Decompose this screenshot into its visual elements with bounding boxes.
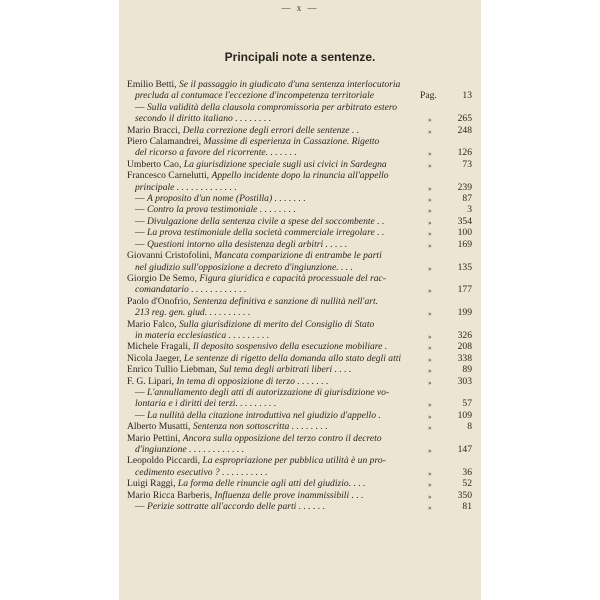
entry-title: Ancora sulla opposizione del terzo contro il decreto	[182, 432, 382, 444]
entry-author: Michele Fragali,	[127, 341, 191, 353]
entry-title-continued: del ricorso a favore del ricorrente. . . . . . .	[135, 147, 297, 159]
ditto-mark: »	[428, 150, 432, 159]
entry-title-continued: nel giudizio sull'opposizione a decreto d'ingiunzione. . . .	[135, 261, 353, 273]
entry-author: Giovanni Cristofolini,	[127, 250, 212, 262]
entry-author: Mario Ricca Barberis,	[127, 489, 212, 501]
page-value: 199	[457, 307, 472, 319]
entry-title: Sulla validità della clausola compromissoria per arbitrato estero	[147, 101, 398, 113]
list-item	[127, 102, 472, 125]
entry-title: Mancata comparizione di entrambe le parti	[214, 250, 382, 262]
entry-title-continued: secondo il diritto italiano . . . . . . . .	[135, 113, 272, 125]
page-value: 89	[462, 364, 472, 376]
entry-title: La nullità della citazione introduttiva nel giudizio d'appello .	[147, 409, 381, 421]
list-item	[127, 353, 472, 364]
repeat-author-dash: —	[135, 409, 145, 421]
entry-author: Francesco Carnelutti,	[127, 170, 210, 182]
entry-author: Mario Falco,	[127, 318, 177, 330]
entry-title: Questioni intorno alla desistenza degli arbitri . . . . .	[147, 238, 348, 250]
ditto-mark: »	[428, 367, 432, 376]
entry-page	[420, 478, 472, 489]
entry-title: La giurisdizione speciale sugli usi civici in Sardegna	[183, 158, 387, 170]
page-value: 109	[457, 409, 472, 421]
list-item	[127, 319, 472, 342]
page-prefix: Pag.	[420, 90, 437, 102]
list-item	[127, 204, 472, 215]
page-value: 13	[462, 90, 472, 102]
entry-title-continued: comandatario . . . . . . . . . . . .	[135, 284, 247, 296]
entry-title-continued: cedimento esecutivo ? . . . . . . . . . .	[135, 466, 268, 478]
ditto-mark: »	[428, 401, 432, 410]
ditto-mark: »	[428, 424, 432, 433]
page-value: 326	[457, 329, 472, 341]
entry-title: Divulgazione della sentenza civile a spese del soccombente . .	[147, 215, 385, 227]
list-item	[127, 79, 472, 102]
entry-title: Sentenza definitiva e sanzione di nullità nell'art.	[192, 295, 379, 307]
entry-page	[420, 113, 472, 124]
list-item	[127, 296, 472, 319]
entry-title-continued: 213 reg. gen. giud. . . . . . . . . .	[135, 307, 251, 319]
page-value: 239	[457, 181, 472, 193]
entry-page	[420, 501, 472, 512]
entry-author: Leopoldo Piccardi,	[127, 455, 200, 467]
page-number: — x —	[281, 3, 319, 13]
entry-author: Luigi Raggi,	[127, 478, 176, 490]
entry-author: Alberto Musatti,	[127, 421, 191, 433]
entry-author: Piero Calamandrei,	[127, 136, 202, 148]
entry-page	[420, 227, 472, 238]
entry-page	[420, 216, 472, 227]
entry-page	[420, 182, 472, 193]
ditto-mark: »	[428, 241, 432, 250]
entry-author: Mario Bracci,	[127, 124, 181, 136]
entry-title: Influenza delle prove inammissibili . . .	[214, 489, 364, 501]
ditto-mark: »	[428, 116, 432, 125]
entry-title: Figura giuridica e capacità processuale del rac-	[199, 272, 386, 284]
entry-title: Le sentenze di rigetto della domanda allo stato degli atti	[183, 352, 402, 364]
entry-title-continued: precluda al contumace l'eccezione d'incompetenza territoriale	[135, 90, 374, 102]
entry-title: L'annullamento degli atti di autorizzazione di giurisdizione vo-	[147, 386, 390, 398]
page-value: 208	[457, 341, 472, 353]
ditto-mark: »	[428, 230, 432, 239]
entry-page	[420, 467, 472, 478]
ditto-mark: »	[428, 196, 432, 205]
list-item	[127, 455, 472, 478]
entry-author: Nicola Jaeger,	[127, 352, 182, 364]
repeat-author-dash: —	[135, 193, 145, 205]
page-value: 303	[457, 375, 472, 387]
repeat-author-dash: —	[135, 215, 145, 227]
page-value: 126	[457, 147, 472, 159]
document-page	[119, 0, 481, 600]
entry-page	[420, 147, 472, 158]
ditto-mark: »	[428, 161, 432, 170]
page-value: 177	[457, 284, 472, 296]
entry-title: In tema di opposizione di terzo . . . . . . .	[176, 375, 329, 387]
page-value: 169	[457, 238, 472, 250]
entry-title: Perizie sottratte all'accordo delle parti . . . . . .	[147, 501, 326, 513]
page-value: 350	[457, 489, 472, 501]
entry-page	[420, 490, 472, 501]
page-value: 8	[467, 421, 472, 433]
entry-title: La espropriazione per pubblica utilità è un pro-	[202, 455, 386, 467]
entry-title-continued: d'ingiunzione . . . . . . . . . . . .	[135, 444, 245, 455]
repeat-author-dash: —	[135, 227, 145, 239]
ditto-mark: »	[428, 310, 432, 319]
ditto-mark: »	[428, 218, 432, 227]
entry-page	[420, 193, 472, 204]
list-item	[127, 193, 472, 204]
entry-title: Sul tema degli arbitrati liberi . . . .	[219, 364, 352, 376]
entry-title-continued: principale . . . . . . . . . . . . .	[135, 181, 237, 193]
entry-title: Contro la prova testimoniale . . . . . . . .	[147, 204, 296, 216]
entry-page	[420, 159, 472, 170]
entry-page	[420, 376, 472, 387]
repeat-author-dash: —	[135, 501, 145, 513]
list-item	[127, 387, 472, 410]
list-item	[127, 341, 472, 352]
list-item	[127, 364, 472, 375]
entry-page	[420, 204, 472, 215]
ditto-mark: »	[428, 378, 432, 387]
entry-page	[420, 307, 472, 318]
ditto-mark: »	[428, 207, 432, 216]
ditto-mark: »	[428, 264, 432, 273]
entry-title-continued: lontaria e i diritti dei terzi. . . . . . . . .	[135, 398, 277, 410]
page-value: 52	[462, 478, 472, 490]
list-item	[127, 421, 472, 432]
ditto-mark: »	[428, 481, 432, 490]
list-item	[127, 433, 472, 456]
entry-page	[420, 341, 472, 352]
ditto-mark: »	[428, 344, 432, 353]
entry-page	[420, 330, 472, 341]
list-item	[127, 410, 472, 421]
entry-title: Sentenza non sottoscritta . . . . . . . .	[192, 421, 328, 433]
list-item	[127, 478, 472, 489]
entry-page	[420, 364, 472, 375]
list-item	[127, 376, 472, 387]
entry-page	[420, 410, 472, 421]
entry-page	[420, 90, 472, 101]
page-value: 248	[457, 124, 472, 136]
ditto-mark: »	[428, 447, 432, 455]
list-item	[127, 273, 472, 296]
page-value: 147	[457, 444, 472, 455]
entry-page	[420, 421, 472, 432]
entry-title: La prova testimoniale della società commerciale irregolare . .	[147, 227, 385, 239]
entry-page	[420, 398, 472, 409]
list-item	[127, 159, 472, 170]
entry-title: Della correzione degli errori delle sentenze . .	[182, 124, 360, 136]
ditto-mark: »	[428, 504, 432, 513]
list-item	[127, 227, 472, 238]
entry-author: Mario Pettini,	[127, 432, 181, 444]
page-value: 73	[462, 158, 472, 170]
ditto-mark: »	[428, 332, 432, 341]
entry-title: Se il passaggio in giudicato d'una sentenza interlocutoria	[178, 79, 401, 90]
page-value: 3	[467, 204, 472, 216]
entry-page	[420, 262, 472, 273]
page-value: 135	[457, 261, 472, 273]
entry-author: Enrico Tullio Liebman,	[127, 364, 217, 376]
ditto-mark: »	[428, 287, 432, 296]
entry-title-continued: in materia ecclesiastica . . . . . . . . .	[135, 329, 270, 341]
entry-author: Emilio Betti,	[127, 79, 177, 90]
list-item	[127, 125, 472, 136]
list-item	[127, 490, 472, 501]
entry-author: Paolo d'Onofrio,	[127, 295, 191, 307]
entry-page	[420, 284, 472, 295]
entry-title: Sulla giurisdizione di merito del Consiglio di Stato	[178, 318, 375, 330]
entry-title: Il deposito sospensivo della esecuzione mobiliare .	[192, 341, 388, 353]
entry-author: F. G. Lipari,	[127, 375, 174, 387]
page-heading: Principali note a sentenze.	[224, 50, 376, 64]
repeat-author-dash: —	[135, 101, 145, 113]
list-item	[127, 239, 472, 250]
page-value: 265	[457, 113, 472, 125]
entry-title: La forma delle rinuncie agli atti del giudizio. . . .	[177, 478, 366, 490]
page-value: 36	[462, 466, 472, 478]
page-value: 338	[457, 352, 472, 364]
entry-page	[420, 239, 472, 250]
repeat-author-dash: —	[135, 238, 145, 250]
entry-author: Giorgio De Semo,	[127, 272, 197, 284]
page-value: 57	[462, 398, 472, 410]
page-value: 354	[457, 215, 472, 227]
list-item	[127, 250, 472, 273]
entry-page	[420, 125, 472, 136]
entry-title: Massime di esperienza in Cassazione. Rigetto	[203, 136, 380, 148]
list-item	[127, 170, 472, 193]
entry-page	[420, 353, 472, 364]
repeat-author-dash: —	[135, 204, 145, 216]
ditto-mark: »	[428, 184, 432, 193]
entry-title: Appello incidente dopo la rinuncia all'appello	[211, 170, 389, 182]
page-value: 87	[462, 193, 472, 205]
entry-page	[420, 444, 472, 455]
ditto-mark: »	[428, 492, 432, 501]
entry-title: A proposito d'un nome (Postilla) . . . . . . .	[147, 193, 306, 205]
ditto-mark: »	[428, 412, 432, 421]
list-item	[127, 136, 472, 159]
repeat-author-dash: —	[135, 386, 145, 398]
list-item	[127, 501, 472, 512]
page-value: 81	[462, 501, 472, 513]
entry-list	[127, 79, 472, 512]
ditto-mark: »	[428, 469, 432, 478]
page-value: 100	[457, 227, 472, 239]
ditto-mark: »	[428, 127, 432, 136]
ditto-mark: »	[428, 355, 432, 364]
entry-author: Umberto Cao,	[127, 158, 182, 170]
list-item	[127, 216, 472, 227]
